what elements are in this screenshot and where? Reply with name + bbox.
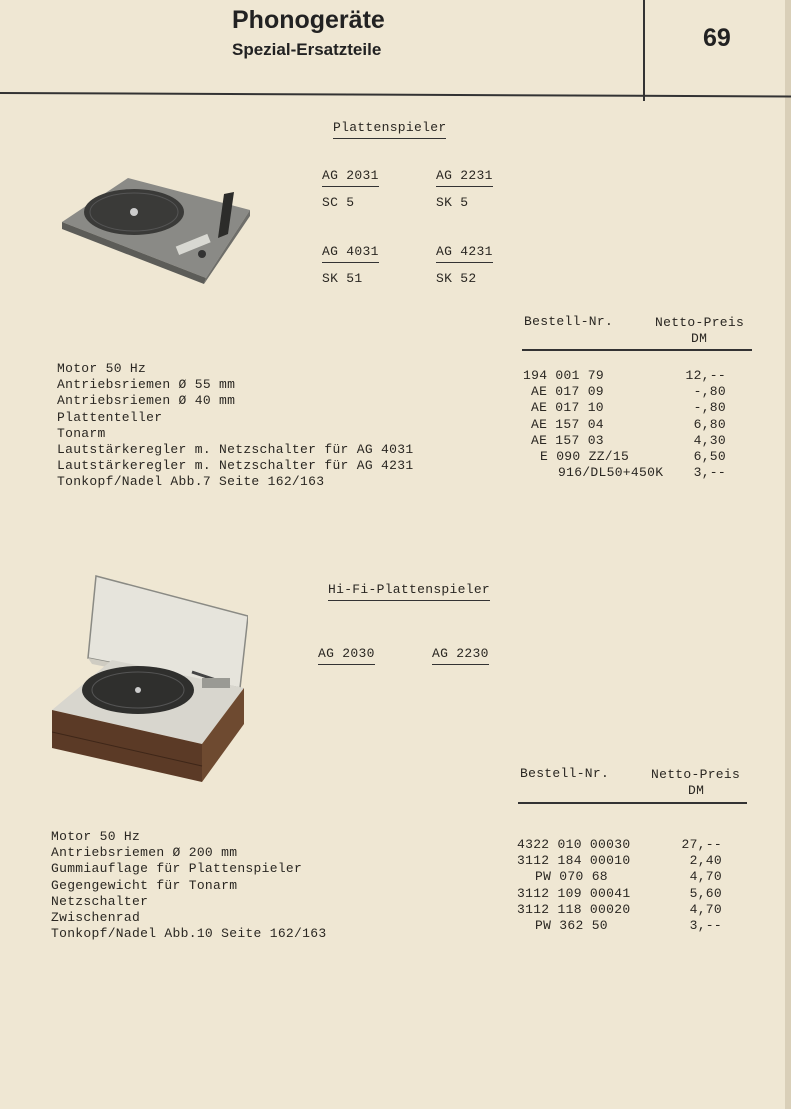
page-number: 69	[703, 24, 731, 52]
part-name: Netzschalter	[51, 893, 149, 909]
column-header-order-no: Bestell-Nr.	[524, 314, 614, 329]
part-name: Tonkopf/Nadel Abb.7 Seite 162/163	[57, 474, 325, 490]
section2-heading: Hi-Fi-Plattenspieler	[328, 582, 490, 601]
price-column	[660, 368, 726, 481]
price: -,80	[693, 400, 726, 416]
price: 4,70	[689, 901, 722, 917]
part-name: Plattenteller	[57, 409, 163, 425]
parts-list	[57, 361, 413, 491]
price: 4,70	[689, 869, 722, 885]
hifi-turntable-image	[52, 572, 248, 784]
part-name: Gegengewicht für Tonarm	[51, 877, 238, 893]
price: 3,--	[693, 465, 726, 481]
price: -,80	[693, 384, 726, 400]
model-code: AG 2230	[432, 646, 489, 665]
model-variant: SC 5	[322, 195, 355, 210]
price-column	[656, 837, 722, 934]
part-name: Antriebsriemen Ø 40 mm	[57, 393, 236, 409]
part-name: Lautstärkeregler m. Netzschalter für AG 4231	[57, 458, 414, 474]
section1-heading: Plattenspieler	[333, 120, 446, 139]
column-header-price: Netto-Preis	[655, 315, 745, 330]
page-title: Phonogeräte	[232, 6, 385, 34]
model-code: AG 2031	[322, 168, 379, 187]
order-number: 916/DL50+450K	[558, 465, 664, 481]
model-code: AG 4031	[322, 244, 379, 263]
column-header-price: Netto-Preis	[651, 767, 741, 782]
part-name: Motor 50 Hz	[57, 361, 147, 376]
part-name: Tonkopf/Nadel Abb.10 Seite 162/163	[51, 926, 327, 942]
part-name: Tonarm	[57, 425, 106, 441]
order-number: AE 017 09	[531, 384, 604, 400]
price: 6,80	[693, 416, 726, 432]
part-name: Antriebsriemen Ø 200 mm	[51, 845, 238, 861]
order-number: PW 070 68	[535, 869, 608, 885]
order-number-column	[519, 368, 679, 481]
order-number: 3112 184 00010	[517, 853, 631, 869]
order-number: AE 017 10	[531, 400, 604, 416]
turntable-image	[58, 172, 254, 284]
part-name: Antriebsriemen Ø 55 mm	[57, 377, 236, 393]
price: 5,60	[689, 885, 722, 901]
order-number: 4322 010 00030	[517, 837, 631, 852]
model-code: AG 2030	[318, 646, 375, 665]
order-number-column	[517, 837, 677, 934]
order-number: PW 362 50	[535, 918, 608, 934]
order-number: AE 157 03	[531, 432, 604, 448]
price: 2,40	[689, 853, 722, 869]
price: 6,50	[693, 449, 726, 465]
parts-list	[51, 829, 326, 942]
model-variant: SK 5	[436, 195, 469, 210]
model-variant: SK 51	[322, 271, 363, 286]
page-subtitle: Spezial-Ersatzteile	[232, 40, 382, 59]
model-variant: SK 52	[436, 271, 477, 286]
page-edge	[785, 0, 791, 1109]
order-number: AE 157 04	[531, 416, 604, 432]
table-rule	[518, 802, 747, 804]
price: 27,--	[681, 837, 722, 852]
order-number: E 090 ZZ/15	[540, 449, 630, 465]
column-header-order-no: Bestell-Nr.	[520, 766, 610, 781]
column-header-currency: DM	[691, 331, 708, 346]
header-divider-vertical	[643, 0, 645, 101]
table-rule	[522, 349, 752, 351]
price: 3,--	[689, 918, 722, 934]
price: 4,30	[693, 432, 726, 448]
model-code: AG 4231	[436, 244, 493, 263]
order-number: 3112 109 00041	[517, 885, 631, 901]
part-name: Lautstärkeregler m. Netzschalter für AG 4031	[57, 442, 414, 458]
column-header-currency: DM	[688, 783, 705, 798]
price: 12,--	[685, 368, 726, 383]
order-number: 3112 118 00020	[517, 901, 631, 917]
header-divider-horizontal	[0, 92, 791, 97]
part-name: Motor 50 Hz	[51, 829, 141, 844]
part-name: Gummiauflage für Plattenspieler	[51, 861, 303, 877]
order-number: 194 001 79	[523, 368, 605, 383]
part-name: Zwischenrad	[51, 910, 141, 926]
model-code: AG 2231	[436, 168, 493, 187]
